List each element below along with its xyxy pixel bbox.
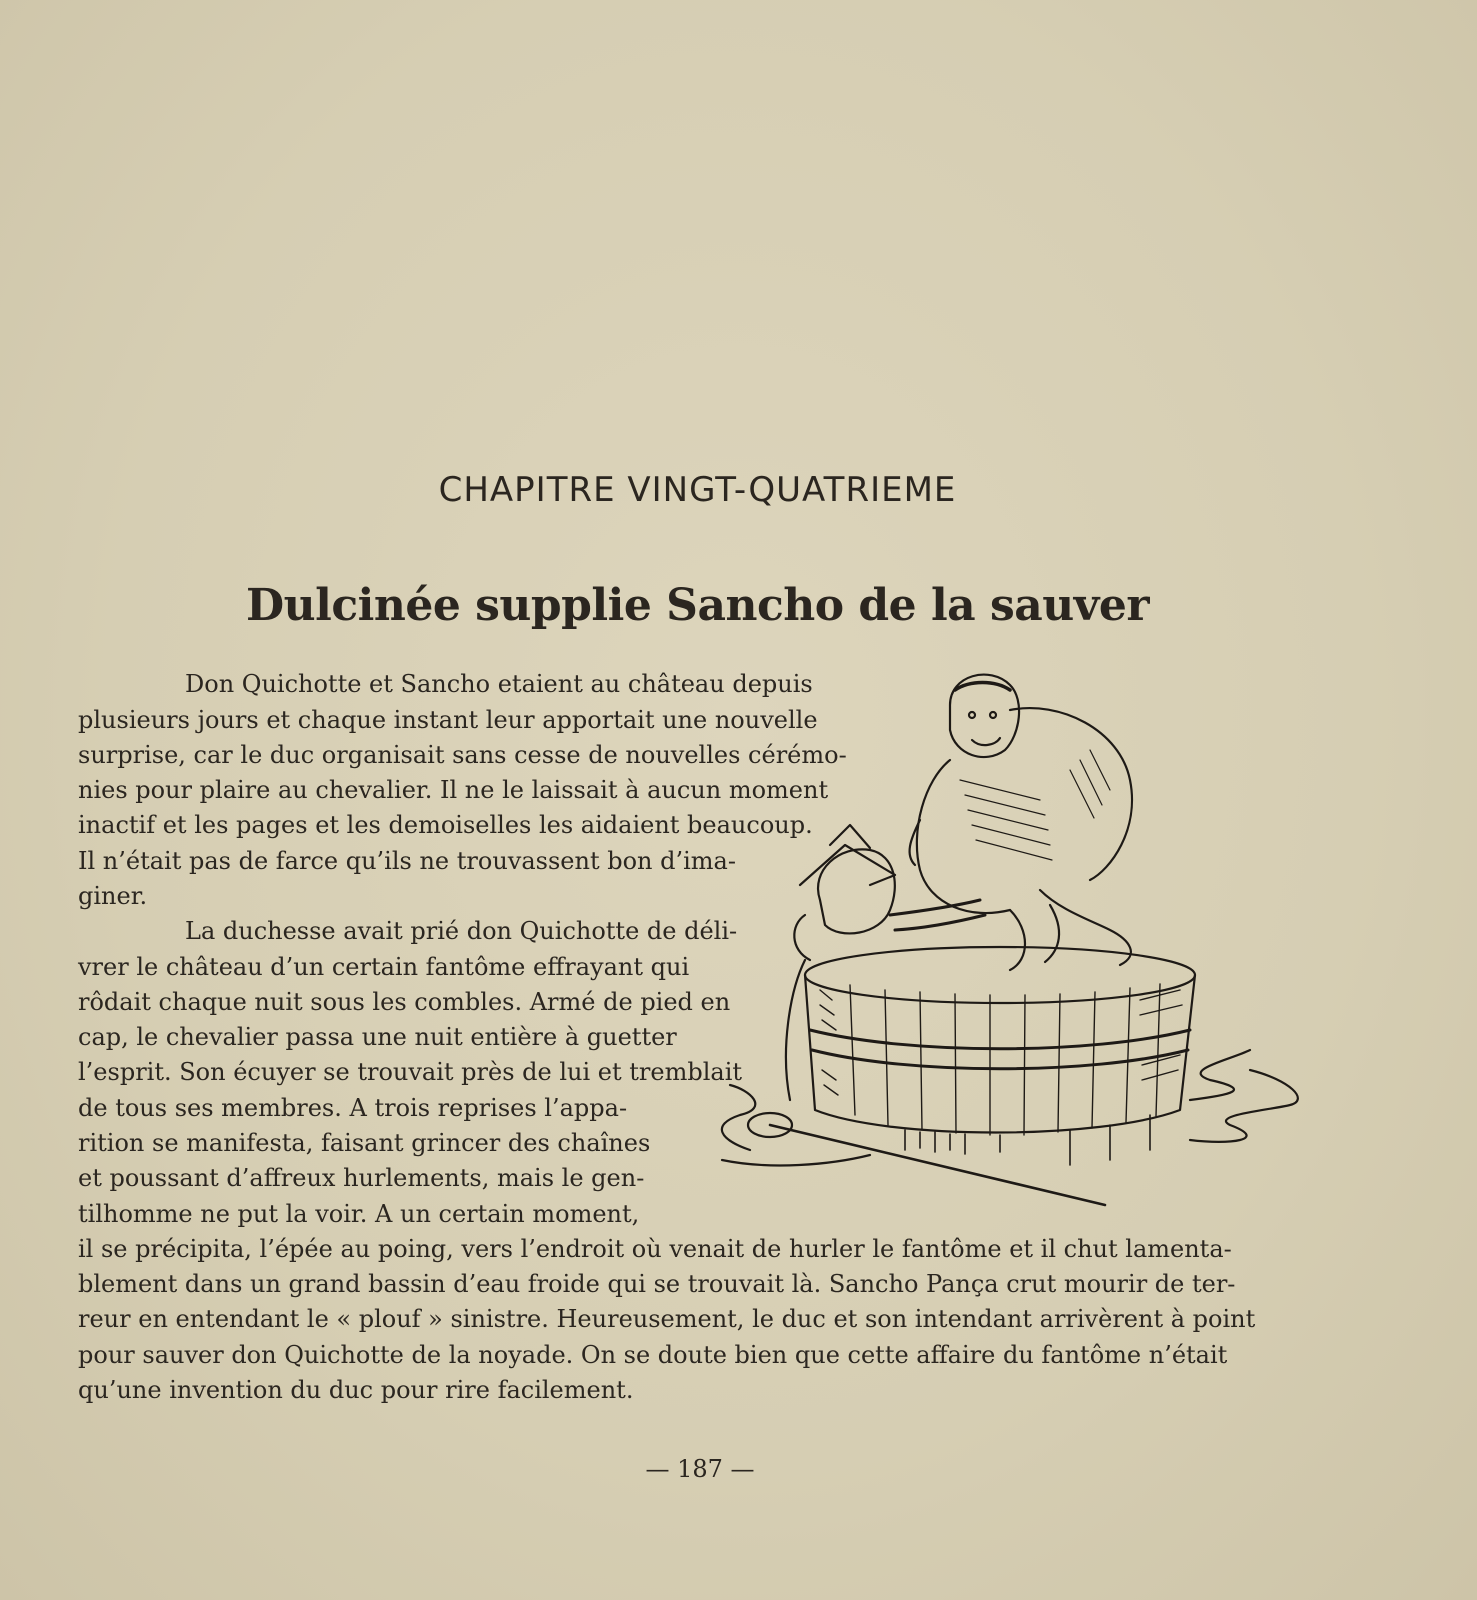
page-number: — 187 —: [645, 1455, 755, 1483]
text-line: Don Quichotte et Sancho etaient au château depuis: [185, 670, 813, 698]
text-line: vrer le château d’un certain fantôme effrayant qui: [78, 953, 690, 981]
text-line: inactif et les pages et les demoiselles les aidaient beaucoup.: [78, 811, 813, 839]
text-line: plusieurs jours et chaque instant leur apportait une nouvelle: [78, 706, 818, 734]
text-line: l’esprit. Son écuyer se trouvait près de lui et tremblait: [78, 1058, 743, 1086]
chapter-title: Dulcinée supplie Sancho de la sauver: [245, 580, 1150, 631]
text-line: La duchesse avait prié don Quichotte de déli-: [185, 917, 738, 945]
text-line: il se précipita, l’épée au poing, vers l’endroit où venait de hurler le fantôme et il chut lamenta-: [78, 1235, 1232, 1263]
text-line: tilhomme ne put la voir. A un certain moment,: [78, 1200, 640, 1228]
text-line: Il n’était pas de farce qu’ils ne trouvassent bon d’ima-: [78, 847, 736, 875]
text-line: blement dans un grand bassin d’eau froide qui se trouvait là. Sancho Pança crut mourir de ter-: [78, 1270, 1236, 1298]
text-line: reur en entendant le « plouf » sinistre. Heureusement, le duc et son intendant arrivèrent à point: [78, 1305, 1256, 1333]
text-line: de tous ses membres. A trois reprises l’appa-: [78, 1094, 628, 1122]
text-line: nies pour plaire au chevalier. Il ne le laissait à aucun moment: [78, 776, 829, 804]
chapter-heading: CHAPITRE VINGT-QUATRIEME: [438, 470, 957, 510]
text-line: giner.: [78, 882, 148, 910]
text-line: pour sauver don Quichotte de la noyade. On se doute bien que cette affaire du fantôme n’était: [78, 1341, 1228, 1369]
text-line: rition se manifesta, faisant grincer des chaînes: [78, 1129, 651, 1157]
text-line: cap, le chevalier passa une nuit entière à guetter: [78, 1023, 677, 1051]
tub-scene-illustration: [710, 670, 1330, 1230]
text-line: qu’une invention du duc pour rire facilement.: [78, 1376, 634, 1404]
text-line: et poussant d’affreux hurlements, mais le gen-: [78, 1164, 645, 1192]
text-line: surprise, car le duc organisait sans cesse de nouvelles cérémo-: [78, 741, 847, 769]
text-line: rôdait chaque nuit sous les combles. Armé de pied en: [78, 988, 731, 1016]
